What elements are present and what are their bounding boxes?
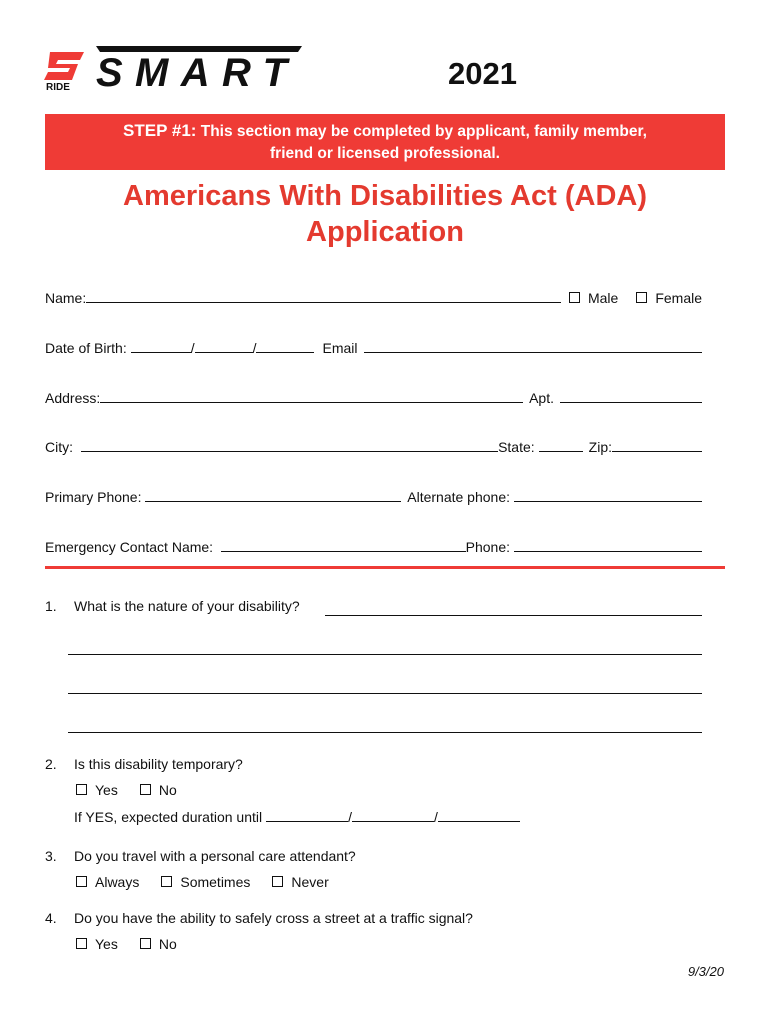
option-label: Always [95,874,140,890]
primary-phone-field[interactable] [145,488,401,502]
question-text: What is the nature of your disability? [74,598,300,614]
dob-sep1: / [190,340,195,356]
emergency-phone-label: Phone: [465,539,510,555]
dob-sep2: / [252,340,257,356]
answer-line[interactable] [68,693,702,694]
city-field[interactable] [81,438,498,452]
answer-line[interactable] [325,615,702,616]
state-field[interactable] [539,438,583,452]
female-label: Female [655,290,702,306]
male-checkbox[interactable] [569,292,580,303]
option-label: No [158,936,177,952]
sometimes-checkbox[interactable] [161,876,172,887]
question-number: 2. [45,756,57,772]
address-field[interactable] [100,389,523,403]
apt-field[interactable] [560,389,702,403]
no-checkbox[interactable] [140,784,151,795]
female-checkbox[interactable] [636,292,647,303]
question-text: Is this disability temporary? [74,756,243,772]
option-label: Yes [95,782,118,798]
alternate-phone-field[interactable] [514,488,702,502]
question-3 [45,848,702,892]
dob-year-field[interactable] [256,339,314,353]
dob-email-row [45,334,702,356]
dob-day-field[interactable] [195,339,253,353]
emergency-row [45,533,702,555]
duration-day-field[interactable] [352,808,434,822]
option-label: Never [291,874,329,890]
step-text-line1: This section may be completed by applicant, family member, [200,123,647,140]
question-number: 3. [45,848,57,864]
option-label: Yes [95,936,118,952]
phone-row [45,483,702,505]
zip-label: Zip: [588,439,612,455]
step-banner [45,114,725,170]
always-checkbox[interactable] [76,876,87,887]
smart-logo [44,44,302,92]
zip-field[interactable] [612,438,702,452]
duration-label: If YES, expected duration until [74,809,263,825]
city-label: City: [45,439,73,455]
alternate-phone-label: Alternate phone: [407,489,510,505]
duration-month-field[interactable] [266,808,348,822]
page-title [45,178,725,250]
form-year: 2021 [448,56,517,91]
email-field[interactable] [364,339,703,353]
primary-phone-label: Primary Phone: [45,489,142,505]
duration-year-field[interactable] [438,808,520,822]
title-line1: Americans With Disabilities Act (ADA) [123,180,647,212]
male-label: Male [587,290,619,306]
apt-label: Apt. [529,390,554,406]
emergency-phone-field[interactable] [514,538,702,552]
answer-line[interactable] [68,732,702,733]
duration-row [74,808,520,825]
state-label: State: [498,439,535,455]
emergency-contact-field[interactable] [221,538,466,552]
step-label: STEP #1: [123,121,197,140]
emergency-contact-label: Emergency Contact Name: [45,539,214,555]
never-checkbox[interactable] [272,876,283,887]
email-label: Email [322,340,358,356]
question-4 [45,910,702,954]
question-1 [45,598,702,738]
question-number: 1. [45,598,57,614]
step-text-line2: friend or licensed professional. [270,145,500,162]
title-line2: Application [306,216,464,248]
address-label: Address: [45,390,101,406]
question-2 [45,756,702,828]
yes-checkbox[interactable] [76,938,87,949]
revision-date: 9/3/20 [687,964,724,979]
name-field[interactable] [86,289,561,303]
duration-sep2: / [433,809,438,825]
answer-line[interactable] [68,654,702,655]
question-number: 4. [45,910,57,926]
duration-sep1: / [348,809,352,825]
dob-label: Date of Birth: [45,340,127,356]
question-text: Do you have the ability to safely cross a street at a traffic signal? [74,910,473,926]
option-label: No [158,782,177,798]
city-row [45,433,702,455]
option-label: Sometimes [180,874,251,890]
logo-ride-text: RIDE [46,82,70,92]
question-text: Do you travel with a personal care attendant? [74,848,356,864]
name-row [45,284,702,306]
section-divider [45,566,725,569]
address-row [45,384,702,406]
logo-smart-text: SMART [96,51,286,92]
dob-month-field[interactable] [131,339,191,353]
yes-checkbox[interactable] [76,784,87,795]
no-checkbox[interactable] [140,938,151,949]
name-label: Name: [45,290,87,306]
